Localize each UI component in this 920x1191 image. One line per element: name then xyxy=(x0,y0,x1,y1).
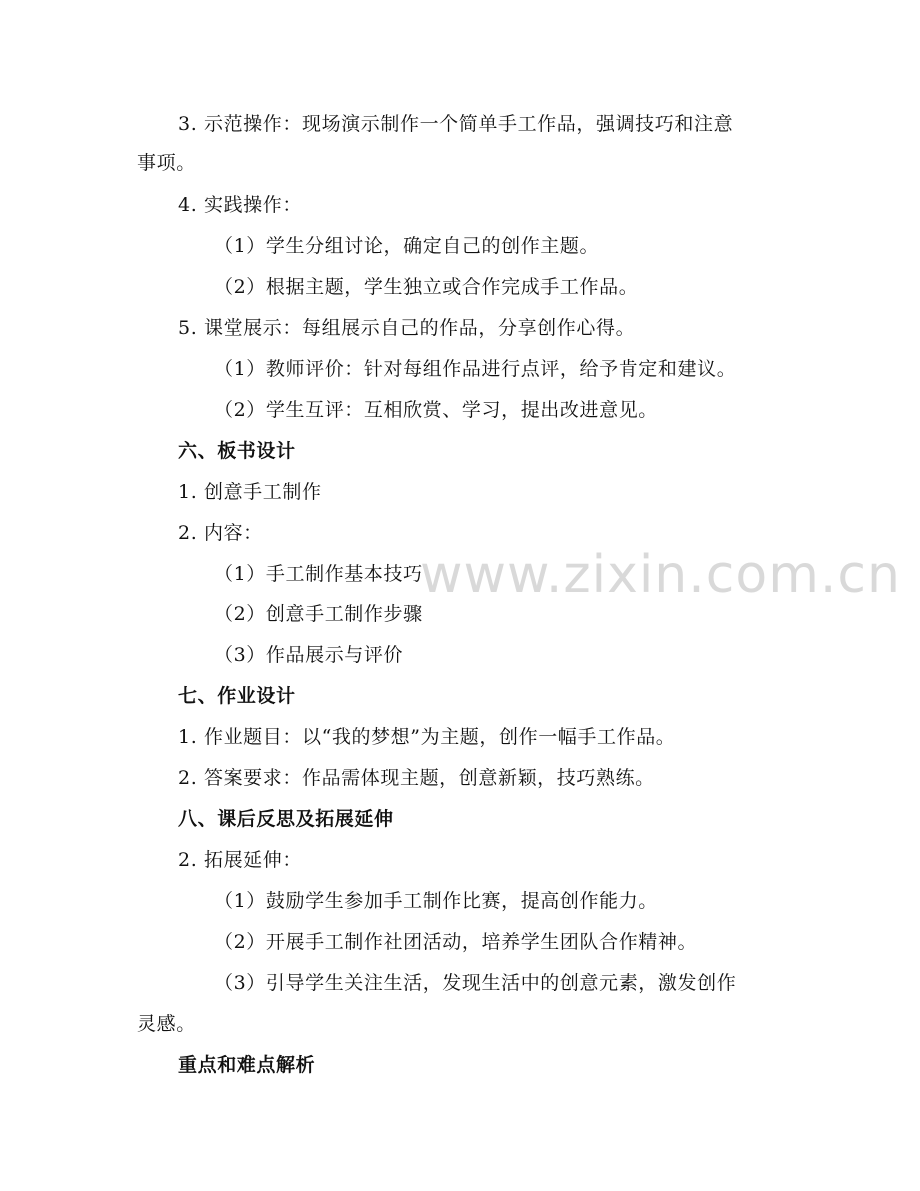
paragraph-line: 灵感。 xyxy=(137,1013,196,1035)
list-item: （3）作品展示与评价 xyxy=(214,644,404,666)
paragraph-line: 1. 作业题目：以“我的梦想”为主题，创作一幅手工作品。 xyxy=(178,726,676,748)
list-item: （1）手工制作基本技巧 xyxy=(214,563,423,585)
section-heading: 重点和难点解析 xyxy=(178,1054,316,1076)
paragraph-line: 1. 创意手工制作 xyxy=(178,481,322,503)
paragraph-line: 4. 实践操作： xyxy=(178,194,302,216)
section-heading: 八、课后反思及拓展延伸 xyxy=(178,808,394,830)
list-item: （2）学生互评：互相欣赏、学习，提出改进意见。 xyxy=(214,399,658,421)
section-heading: 七、作业设计 xyxy=(178,685,296,707)
list-item: （3）引导学生关注生活，发现生活中的创意元素，激发创作 xyxy=(214,972,737,994)
paragraph-line: 3. 示范操作：现场演示制作一个简单手工作品，强调技巧和注意 xyxy=(178,113,734,135)
paragraph-line: 2. 内容： xyxy=(178,522,263,544)
watermark: www.zixin.com.cn xyxy=(420,545,901,605)
list-item: （2）创意手工制作步骤 xyxy=(214,603,423,625)
list-item: （2）根据主题，学生独立或合作完成手工作品。 xyxy=(214,276,639,298)
list-item: （1）学生分组讨论，确定自己的创作主题。 xyxy=(214,235,600,257)
list-item: （2）开展手工制作社团活动，培养学生团队合作精神。 xyxy=(214,931,698,953)
list-item: （1）鼓励学生参加手工制作比赛，提高创作能力。 xyxy=(214,890,658,912)
paragraph-line: 5. 课堂展示：每组展示自己的作品，分享创作心得。 xyxy=(178,317,636,339)
paragraph-line: 2. 答案要求：作品需体现主题，创意新颖，技巧熟练。 xyxy=(178,767,655,789)
list-item: （1）教师评价：针对每组作品进行点评，给予肯定和建议。 xyxy=(214,358,737,380)
paragraph-line: 事项。 xyxy=(137,152,196,174)
paragraph-line: 2. 拓展延伸： xyxy=(178,849,302,871)
section-heading: 六、板书设计 xyxy=(178,440,296,462)
